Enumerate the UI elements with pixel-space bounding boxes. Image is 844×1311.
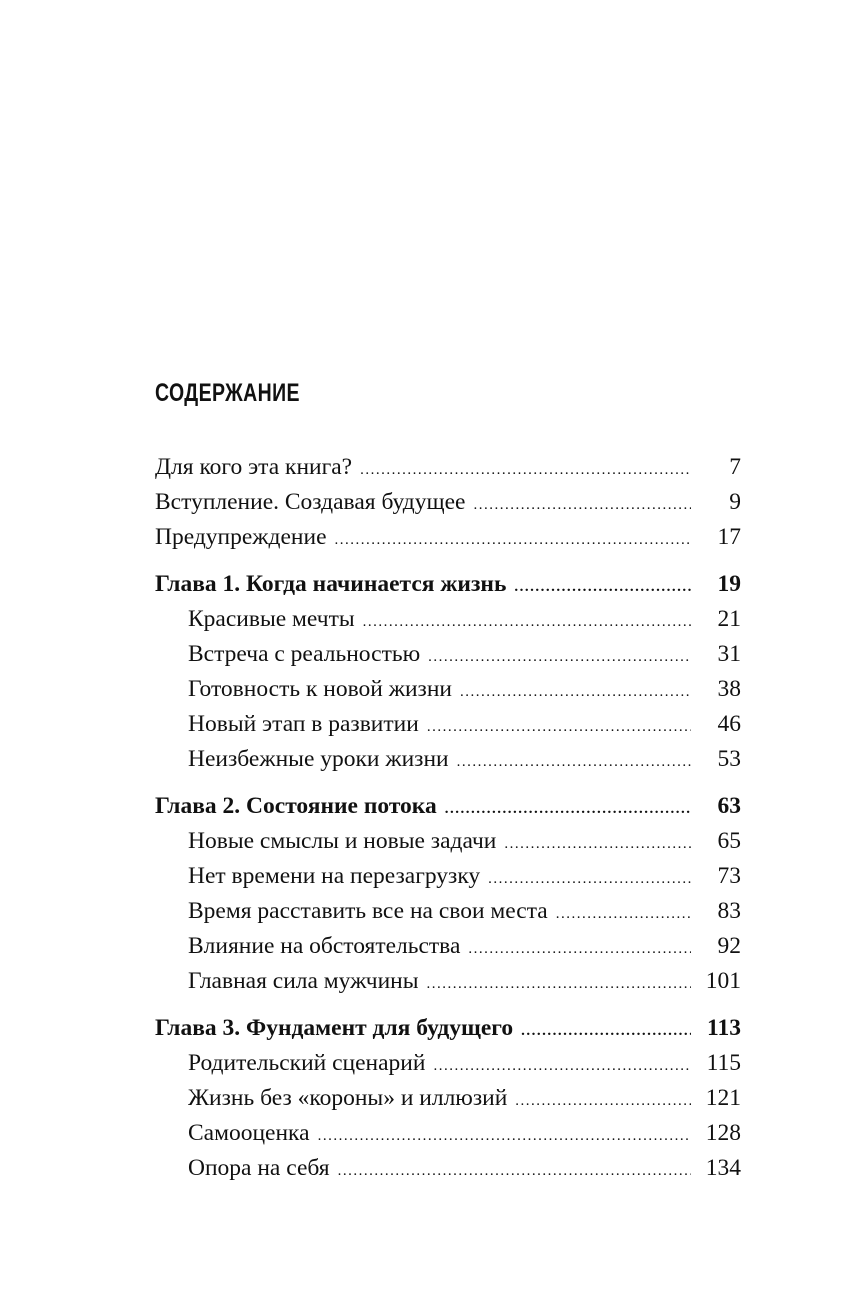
toc-heading: СОДЕРЖАНИЕ xyxy=(155,379,300,407)
toc-entry[interactable] xyxy=(155,894,741,929)
dot-leader xyxy=(318,1119,691,1154)
toc-entry-title: Влияние на обстоятельства xyxy=(188,933,461,959)
toc-entry-page: 101 xyxy=(705,968,741,994)
toc-entry-title: Встреча с реальностью xyxy=(188,641,421,667)
toc-entry[interactable] xyxy=(155,1116,741,1151)
toc-entry-title: Новые смыслы и новые задачи xyxy=(188,828,497,854)
dot-leader xyxy=(433,1049,691,1084)
toc-group-front-matter xyxy=(155,450,741,555)
toc-entry[interactable] xyxy=(155,824,741,859)
dot-leader xyxy=(363,605,691,640)
toc-entry[interactable] xyxy=(155,520,741,555)
dot-leader xyxy=(457,745,691,780)
toc-entry-page: 31 xyxy=(717,641,741,667)
toc-entry-title: Нет времени на перезагрузку xyxy=(188,863,481,889)
toc-entry-title: Неизбежные уроки жизни xyxy=(188,746,449,772)
toc-chapter-title: Глава 3. Фундамент для будущего xyxy=(155,1015,514,1041)
dot-leader xyxy=(335,523,691,558)
toc-entry-page: 9 xyxy=(729,489,741,515)
dot-leader xyxy=(473,488,691,523)
dot-leader xyxy=(556,897,691,932)
toc-entry-title: Родительский сценарий xyxy=(188,1050,426,1076)
dot-leader xyxy=(460,675,691,710)
toc-chapter-title: Глава 2. Состояние потока xyxy=(155,793,437,819)
toc-entry-title: Самооценка xyxy=(188,1120,310,1146)
toc-entry-title: Жизнь без «короны» и иллюзий xyxy=(188,1085,508,1111)
toc-entry[interactable] xyxy=(155,672,741,707)
toc-entry-title: Новый этап в развитии xyxy=(188,711,419,737)
dot-leader xyxy=(504,827,691,862)
toc-entry[interactable] xyxy=(155,637,741,672)
toc-entry[interactable] xyxy=(155,742,741,777)
dot-leader xyxy=(428,640,691,675)
toc-entry-page: 115 xyxy=(706,1050,741,1076)
toc-entry-page: 65 xyxy=(717,828,741,854)
dot-leader xyxy=(427,710,691,745)
dot-leader xyxy=(521,1014,691,1049)
toc-group-chapter-3 xyxy=(155,1011,741,1186)
toc-entry-title: Опора на себя xyxy=(188,1155,330,1181)
toc-entry[interactable] xyxy=(155,485,741,520)
toc-entry-page: 38 xyxy=(717,676,741,702)
dot-leader xyxy=(488,862,691,897)
toc-entry-page: 83 xyxy=(717,898,741,924)
toc-group-chapter-1 xyxy=(155,567,741,777)
toc-chapter-title: Глава 1. Когда начинается жизнь xyxy=(155,571,507,597)
toc-entry-title: Готовность к новой жизни xyxy=(188,676,452,702)
toc-entry[interactable] xyxy=(155,859,741,894)
toc-entry-page: 53 xyxy=(717,746,741,772)
toc-entry-page: 21 xyxy=(717,606,741,632)
dot-leader xyxy=(515,1084,691,1119)
dot-leader xyxy=(514,570,691,605)
dot-leader xyxy=(445,792,691,827)
toc-entry-title: Предупреждение xyxy=(155,524,327,550)
dot-leader xyxy=(427,967,691,1002)
toc-entry[interactable] xyxy=(155,1081,741,1116)
dot-leader xyxy=(468,932,691,967)
toc-entry[interactable] xyxy=(155,707,741,742)
toc-entry-page: 73 xyxy=(717,863,741,889)
table-of-contents xyxy=(155,450,741,1186)
toc-entry-page: 46 xyxy=(717,711,741,737)
toc-entry-page: 121 xyxy=(705,1085,741,1111)
toc-entry-title: Красивые мечты xyxy=(188,606,355,632)
toc-entry-page: 92 xyxy=(717,933,741,959)
toc-entry[interactable] xyxy=(155,450,741,485)
toc-entry-page: 17 xyxy=(717,524,741,550)
toc-entry-title: Главная сила мужчины xyxy=(188,968,419,994)
toc-entry[interactable] xyxy=(155,929,741,964)
toc-entry-title: Время расставить все на свои места xyxy=(188,898,548,924)
toc-entry[interactable] xyxy=(155,1046,741,1081)
toc-entry[interactable] xyxy=(155,1151,741,1186)
dot-leader xyxy=(360,453,691,488)
toc-entry-page: 7 xyxy=(729,454,741,480)
toc-entry[interactable] xyxy=(155,964,741,999)
toc-chapter-entry[interactable] xyxy=(155,567,741,602)
toc-entry[interactable] xyxy=(155,602,741,637)
toc-entry-title: Вступление. Создавая будущее xyxy=(155,489,466,515)
toc-entry-page: 128 xyxy=(705,1120,741,1146)
toc-chapter-page: 63 xyxy=(717,793,741,819)
toc-chapter-entry[interactable] xyxy=(155,789,741,824)
toc-group-chapter-2 xyxy=(155,789,741,999)
toc-chapter-page: 19 xyxy=(717,571,741,597)
dot-leader xyxy=(338,1154,691,1189)
toc-chapter-entry[interactable] xyxy=(155,1011,741,1046)
toc-entry-title: Для кого эта книга? xyxy=(155,454,353,480)
toc-chapter-page: 113 xyxy=(707,1015,741,1041)
toc-entry-page: 134 xyxy=(705,1155,741,1181)
